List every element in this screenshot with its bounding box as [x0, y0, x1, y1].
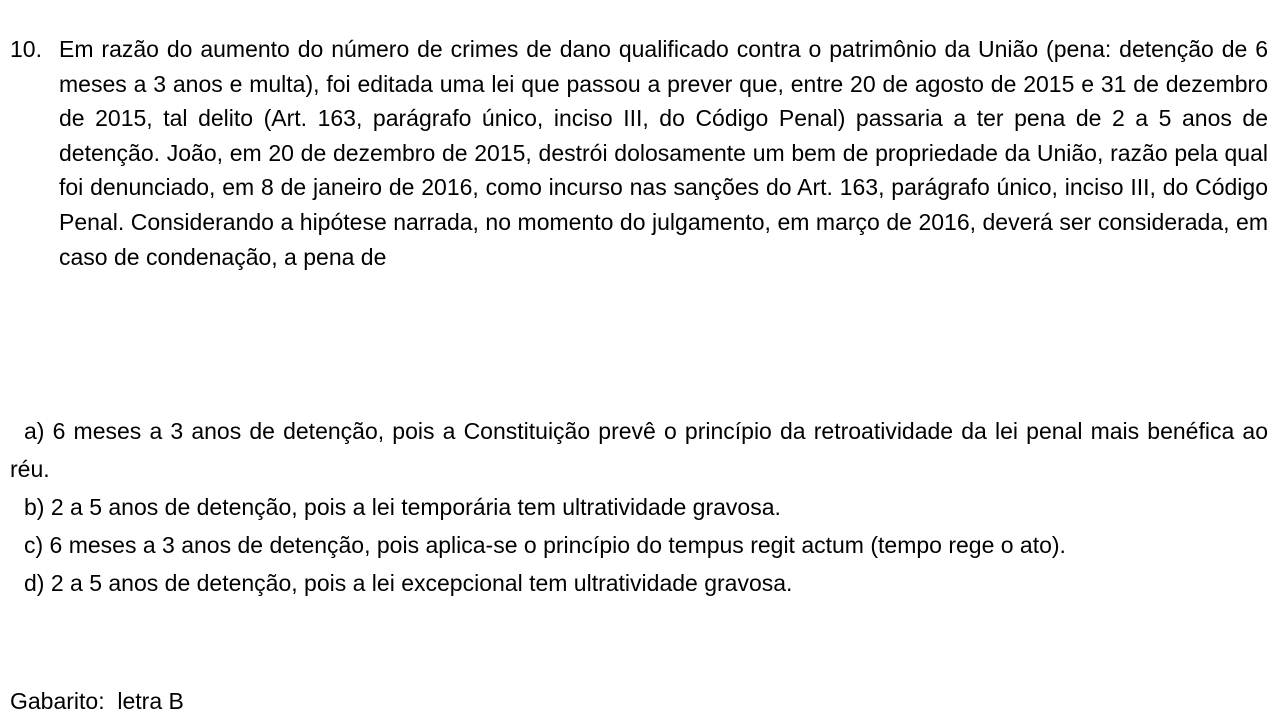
options-list: [10, 412, 1268, 602]
question-number: 10.: [10, 36, 42, 62]
answer-key: Gabarito: letra B: [10, 688, 184, 714]
option-d: d) 2 a 5 anos de detenção, pois a lei excepcional tem ultratividade gravosa.: [24, 570, 793, 596]
question-block: [10, 32, 1268, 274]
question-text: Em razão do aumento do número de crimes de dano qualificado contra o patrimônio da União (pena: detenção de 6 meses a 3 anos e multa), foi editada uma lei que passou a prever que, entre 20 de agosto de 2015 e 31 de dezembro de 2015, tal delito (Art. 163, parágrafo único, inciso III, do Código Penal) passaria a ter pena de 2 a 5 anos de detenção. João, em 20 de dezembro de 2015, destrói dolosamente um bem de propriedade da União, razão pela qual foi denunciado, em 8 de janeiro de 2016, como incurso nas sanções do Art. 163, parágrafo único, inciso III, do Código Penal. Considerando a hipótese narrada, no momento do julgamento, em março de 2016, deverá ser considerada, em caso de condenação, a pena de: [59, 36, 1268, 270]
option-c: c) 6 meses a 3 anos de detenção, pois aplica-se o princípio do tempus regit actum (tempo rege o ato).: [24, 532, 1066, 558]
option-a: a) 6 meses a 3 anos de detenção, pois a Constituição prevê o princípio da retroatividade da lei penal mais benéfica ao réu.: [10, 418, 1268, 482]
option-b: b) 2 a 5 anos de detenção, pois a lei temporária tem ultratividade gravosa.: [24, 494, 781, 520]
